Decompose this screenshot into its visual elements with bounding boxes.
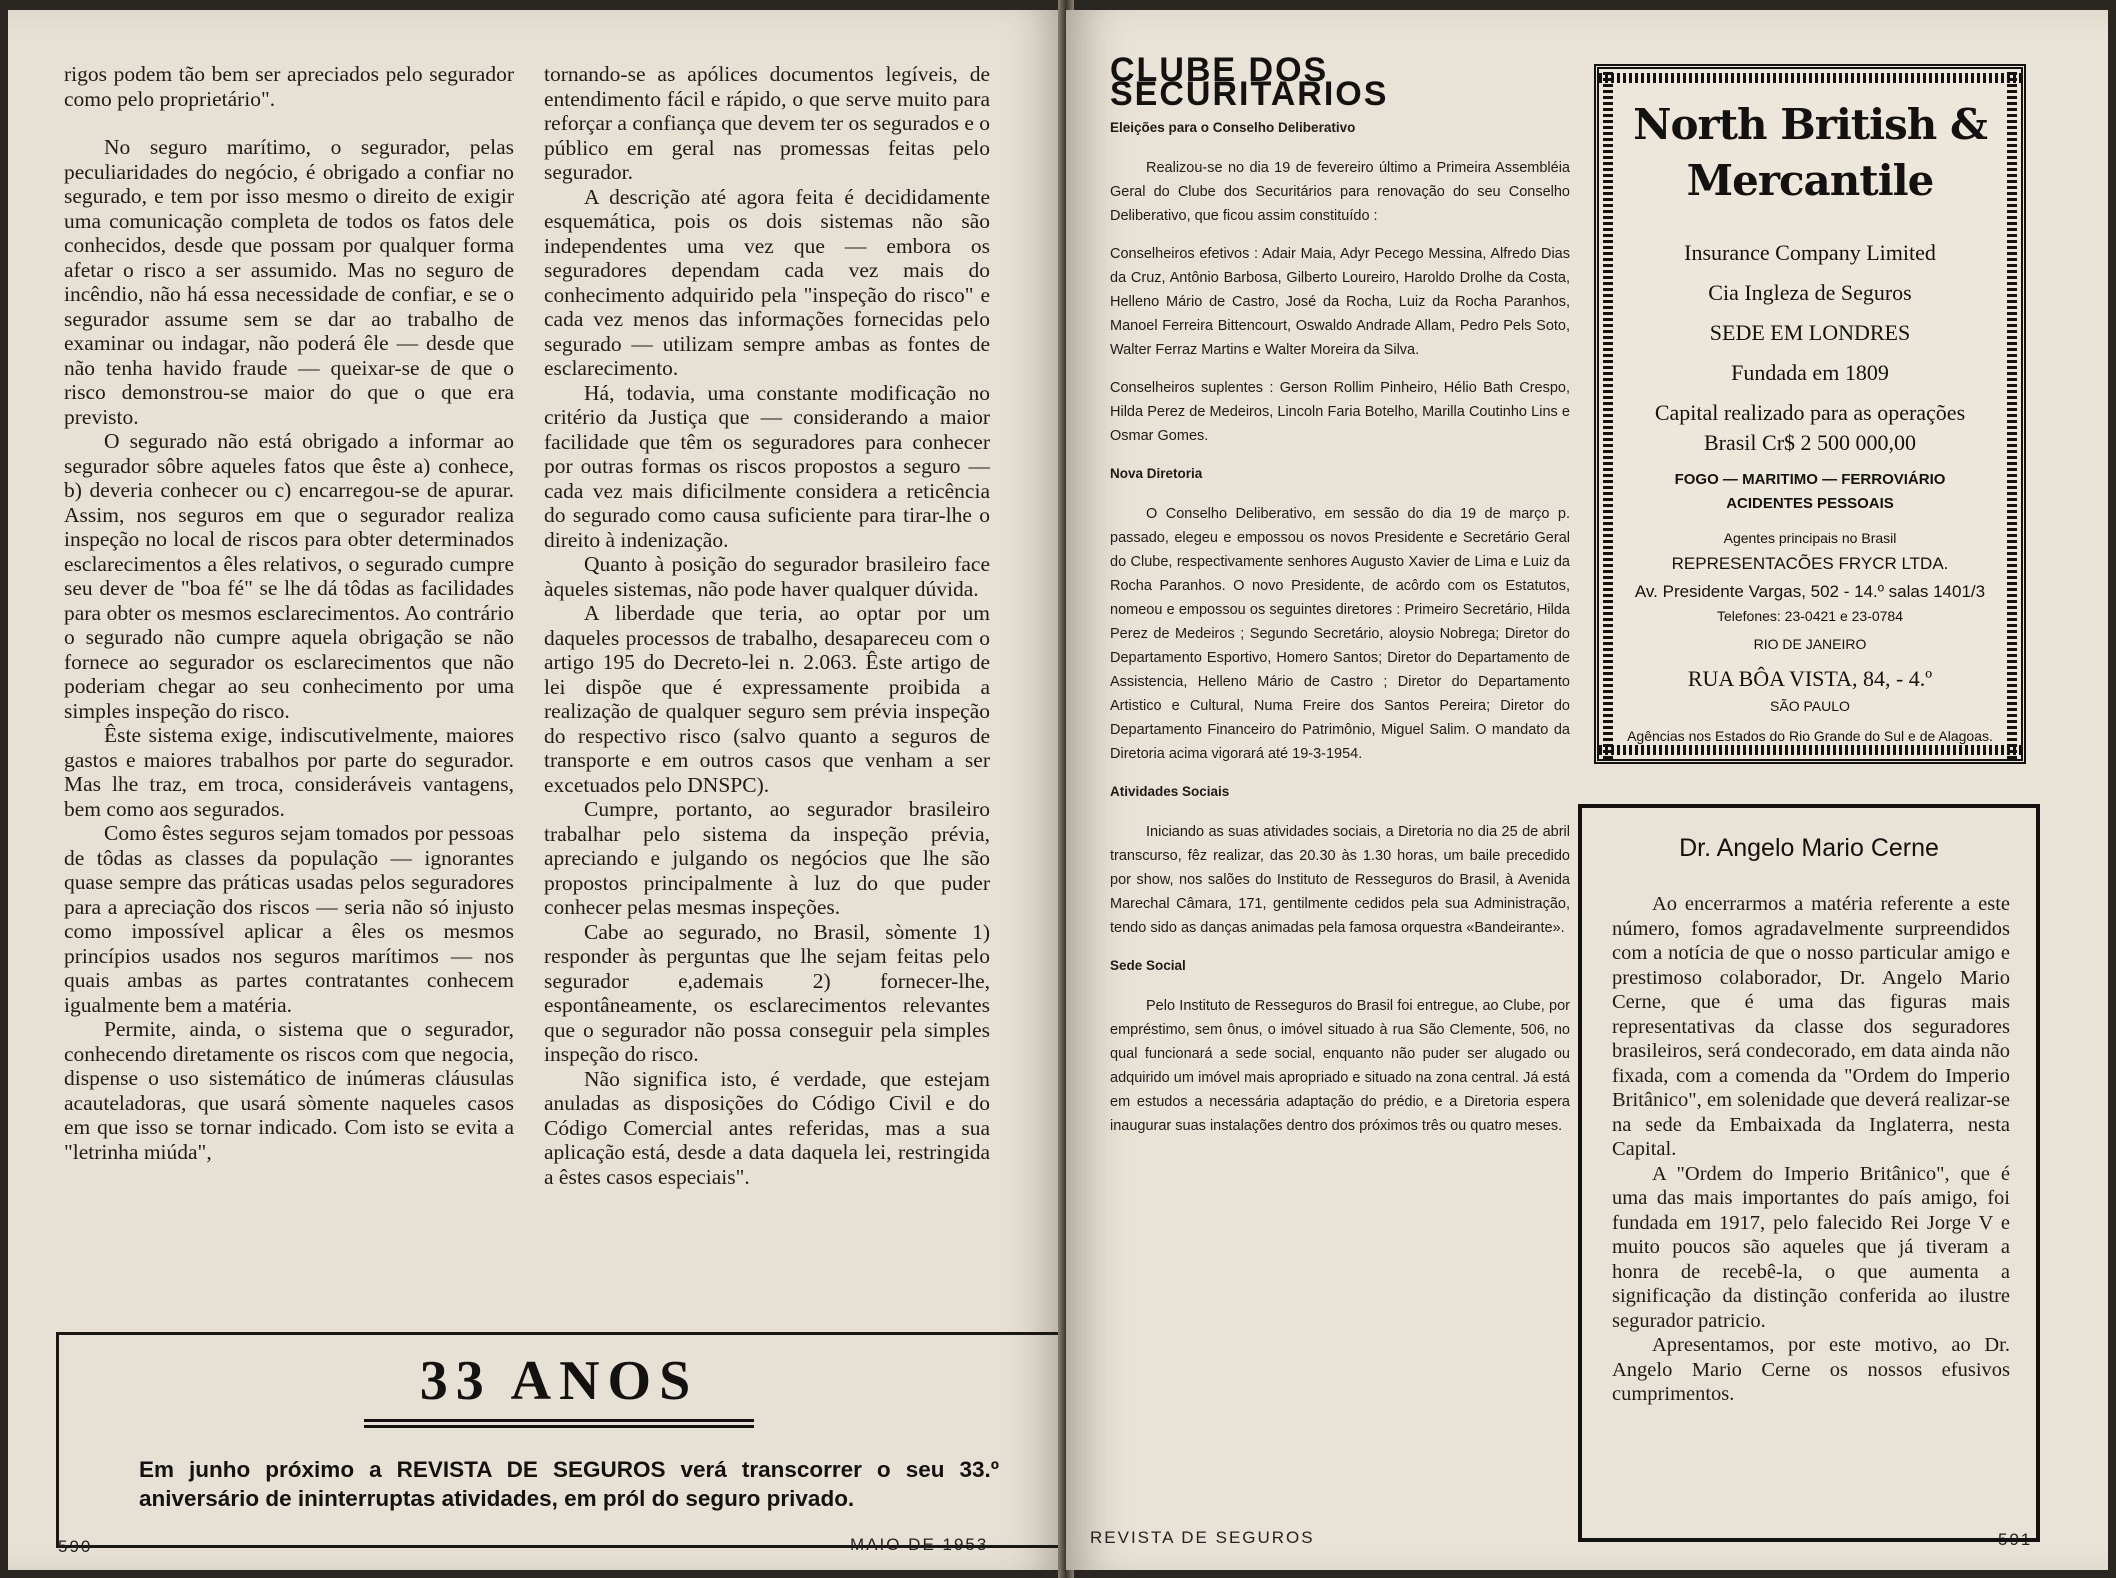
ad-line: Brasil Cr$ 2 500 000,00: [1703, 430, 1917, 455]
ad-line: FOGO — MARITIMO — FERROVIÁRIO: [1674, 471, 1946, 488]
paragraph: A liberdade que teria, ao optar por um daqueles processos de trabalho, desapareceu com o artigo 195 do Decreto-lei n. 2.063. Êste artigo de lei dispõe que é expressamente proibida a realização de qualquer seguro sem prévia inspeção do respectivo risco (salvo quanto a seguros de transporte e em outros casos que venham a ser excetuados pelo DNSPC).: [544, 601, 990, 797]
ad-line: Telefones: 23-0421 e 23-0784: [1716, 608, 1904, 624]
ad-line: Agentes principais no Brasil: [1723, 530, 1897, 546]
ad-content: [1621, 97, 1999, 744]
paragraph: Permite, ainda, o sistema que o segurador, conhecendo diretamente os riscos com que negocia, dispense o uso sistemático de inúmeras cláusulas acauteladoras, que usará sòmente naqueles casos em que isso se tornar indicado. Com isto se evita a "letrinha miúda",: [64, 1017, 514, 1164]
left-column-2: [544, 62, 990, 1189]
paragraph: A "Ordem do Imperio Britânico", que é uma das mais importantes do país amigo, foi fundada em 1917, pelo falecido Rei Jorge V e muito poucos são aqueles que já tiveram a honra de recebê-la, o que aumenta a significação da distinção conferida ao ilustre segurador patricio.: [1612, 1162, 2010, 1332]
ad-line: Fundada em 1809: [1731, 360, 1889, 385]
ad-border-top: [1599, 73, 2021, 83]
ad-line: SÃO PAULO: [1770, 698, 1850, 714]
insurance-advertisement: [1594, 64, 2026, 764]
ad-line: Av. Presidente Vargas, 502 - 14.º salas 1401/3: [1634, 582, 1986, 601]
page-number: 590: [58, 1537, 93, 1556]
paragraph: Quanto à posição do segurador brasileiro face àqueles sistemas, não pode haver qualquer dúvida.: [544, 552, 990, 601]
ad-line: Capital realizado para as operações: [1654, 400, 1966, 425]
paragraph: Conselheiros efetivos : Adair Maia, Adyr Pecego Messina, Alfredo Dias da Cruz, Antônio Barbosa, Gilberto Loureiro, Haroldo Drolhe da Costa, Helleno Mário de Castro, José da Rocha, Luiz da Rocha Paranhos, Manoel Ferreira Bittencourt, Oswaldo Andrade Allam, Pedro Pels Soto, Walter Ferraz Martins e Walter Moreira da Silva.: [1110, 246, 1570, 358]
anniversary-text: Em junho próximo a REVISTA DE SEGUROS verá transcorrer o seu 33.º aniversário de ininterruptas atividades, em pról do seguro privado.: [139, 1457, 999, 1511]
paragraph: Como êstes seguros sejam tomados por pessoas de tôdas as classes da população — ignorantes quase sempre das práticas usadas pelos seguradores para a apreciação dos riscos — seria não só injusto como impossível aplicar a êles os mesmos princípios usados nos seguros marítimos — nos quais ambas as partes contratantes conhecem igualmente bem a matéria.: [64, 821, 514, 1017]
paragraph: Cabe ao segurado, no Brasil, sòmente 1) responder às perguntas que lhe sejam feitas pelo segurador e,ademais 2) fornecer-lhe, espontâneamente, os esclarecimentos relevantes que o segurador não possa conseguir pela simples inspeção do risco.: [544, 919, 990, 1066]
section-heading: Atividades Sociais: [1110, 784, 1230, 799]
paragraph: Ao encerrarmos a matéria referente a este número, fomos agradavelmente surpreendidos com a notícia de que o nosso particular amigo e prestimoso colaborador, Dr. Angelo Mario Cerne, que é uma das figuras mais representativas da classe dos seguradores brasileiros, será condecorado, em data ainda não fixada, com a comenda da "Ordem do Imperio Britânico", em solenidade que deverá realizar-se na sede da Embaixada da Inglaterra, nesta Capital.: [1612, 893, 2010, 1160]
paragraph: A descrição até agora feita é decididamente esquemática, pois os dois sistemas não são independentes uma vez que — embora os seguradores dependam cada vez mais do conhecimento adquirido pela "inspeção do risco" e cada vez menos das informações fornecidas pelo segurado — utilizam sempre ambas as fontes de esclarecimento.: [544, 184, 990, 380]
ad-line: Insurance Company Limited: [1684, 240, 1936, 265]
ad-line: SEDE EM LONDRES: [1709, 320, 1911, 345]
club-article: [1110, 51, 1570, 1152]
anniversary-title: 33 ANOS: [419, 1350, 699, 1412]
anniversary-box: [56, 1332, 1062, 1548]
paragraph: No seguro marítimo, o segurador, pelas peculiaridades do negócio, é obrigado a confiar no segurado, e tem por isso mesmo o direito de exigir uma comunicação completa de todos os fatos dele conhecidos, desde que possam por qualquer forma afetar o risco a ser assumido. Mas no seguro de incêndio, não há essa necessidade de confiar, e se o segurador assume sem se dar ao trabalho de examinar ou indagar, não poderá êle — desde que não tenha havido fraude — queixar-se de que o risco demonstrou-se maior do que o que era previsto.: [64, 135, 514, 429]
paragraph: Apresentamos, por este motivo, ao Dr. Angelo Mario Cerne os nossos efusivos cumprimentos.: [1612, 1334, 2010, 1405]
cerne-notice-box: [1578, 804, 2040, 1542]
ad-line: ACIDENTES PESSOAIS: [1726, 495, 1894, 512]
company-name: North British & Mercantile: [1633, 100, 1987, 205]
magazine-name: REVISTA DE SEGUROS: [1090, 1528, 1315, 1547]
page-number: 591: [1998, 1530, 2033, 1549]
paragraph: Iniciando as suas atividades sociais, a Diretoria no dia 25 de abril transcurso, fêz realizar, das 20.30 às 1.30 horas, um baile precedido por show, nos salões do Instituto de Resseguros do Brasil, à Avenida Marechal Câmara, 171, gentilmente cedidos pela sua Administração, tendo sido as danças animadas pela famosa orquestra «Bandeirante».: [1110, 824, 1570, 936]
ad-line: RUA BÔA VISTA, 84, - 4.º: [1687, 666, 1933, 691]
paragraph: tornando-se as apólices documentos legíveis, de entendimento fácil e rápido, o que serve muito para reforçar a confiança que devem ter os segurados e o público em geral nas promessas feitas pelo segurador.: [544, 62, 990, 184]
paragraph: Realizou-se no dia 19 de fevereiro último a Primeira Assembléia Geral do Clube dos Securitários para renovação do seu Conselho Deliberativo, que ficou assim constituído :: [1110, 160, 1570, 224]
paragraph: Conselheiros suplentes : Gerson Rollim Pinheiro, Hélio Bath Crespo, Hilda Perez de Medeiros, Lincoln Faria Botelho, Marilla Coutinho Lins e Osmar Gomes.: [1110, 380, 1570, 444]
ad-line: REPRESENTACÕES FRYCR LTDA.: [1671, 554, 1949, 573]
paragraph: Pelo Instituto de Resseguros do Brasil foi entregue, ao Clube, por empréstimo, sem ônus, o imóvel situado à rua São Clemente, 506, no qual funcionará a sede social, enquanto não puder ser alugado ou adquirido um imóvel mais apropriado e situado na zona central. Já está em estudos a necessária adaptação do prédio, e a Diretoria espera inaugurar suas instalações dentro dos próximos três ou quatro meses.: [1110, 998, 1570, 1134]
notice-text: [1612, 892, 2010, 1407]
notice-title: Dr. Angelo Mario Cerne: [1679, 834, 1939, 862]
paragraph: Êste sistema exige, indiscutivelmente, maiores gastos e maiores trabalhos por parte do segurador. Mas lhe traz, em troca, consideráveis vantagens, bem como aos segurados.: [64, 723, 514, 821]
section-heading: Sede Social: [1110, 958, 1186, 973]
paragraph: Há, todavia, uma constante modificação no critério da Justiça que — considerando a maior facilidade que têm os seguradores para conhecer por outras formas os riscos propostos a seguro — cada vez mais dificilmente considera a reticência do segurado como causa suficiente para tirar-lhe o direito à indenização.: [544, 380, 990, 552]
article-subtitle: Eleições para o Conselho Deliberativo: [1110, 120, 1356, 135]
ad-border-left: [1603, 69, 1613, 759]
left-column-1: [64, 62, 514, 1164]
title-rule: [364, 1419, 754, 1422]
ad-border-right: [2007, 69, 2017, 759]
paragraph: Não significa isto, é verdade, que estejam anuladas as disposições do Código Civil e do Código Comercial antes referidas, mas a sua aplicação está, desde a data daquela lei, restringida a êstes casos especiais".: [544, 1066, 990, 1189]
paragraph: O Conselho Deliberativo, em sessão do dia 19 de março p. passado, elegeu e empossou os novos Presidente e Secretário Geral do Clube, respectivamente senhores Augusto Xavier de Lima e Luiz da Rocha Paranhos. O novo Presidente, de acôrdo com os Estatutos, nomeou e empossou os seguintes diretores : Primeiro Secretário, Hilda Perez de Medeiros ; Segundo Secretário, aloysio Nobrega; Diretor do Departamento Esportivo, Homero Santos; Diretor do Departamento de Assistencia, Helleno Mário de Castro ; Diretor do Departamento Artistico e Cultural, Numa Freire dos Santos Pereira; Diretor do Departamento Financeiro do Patrimônio, Miguel Salim. O mandato da Diretoria acima vigorará até 19-3-1954.: [1110, 506, 1570, 762]
paragraph: rigos podem tão bem ser apreciados pelo segurador como pelo proprietário".: [64, 62, 514, 111]
paragraph: O segurado não está obrigado a informar ao segurador sôbre aqueles fatos que êste a) conhece, b) deveria conhecer ou c) encarregou-se de apurar. Assim, nos seguros em que o segurador realiza inspeção no local de riscos para obter determinados esclarecimentos a êles relativos, o segurado cumpre seu dever de "boa fé" se lhe dá tôdas as facilidades para obter os mesmos esclarecimentos. Ao contrário o segurado não cumpre aquela obrigação se não fornece ao segurador os esclarecimentos que não poderiam chegar ao seu conhecimento por uma simples inspeção do risco.: [64, 429, 514, 723]
title-rule: [364, 1425, 754, 1428]
article-title: CLUBE DOS SECURITARIOS: [1110, 51, 1389, 113]
issue-date: MAIO DE 1953: [850, 1535, 989, 1554]
ad-line: Agências nos Estados do Rio Grande do Sul e de Alagoas.: [1627, 728, 1993, 744]
left-page: [8, 10, 1066, 1570]
ad-line: RIO DE JANEIRO: [1753, 636, 1867, 652]
ad-line: Cia Ingleza de Seguros: [1708, 280, 1912, 305]
paragraph: Cumpre, portanto, ao segurador brasileiro trabalhar pelo sistema da inspeção prévia, apreciando e julgando os negócios que lhe são propostos principalmente à luz do que puder conhecer pelas mesmas inspeções.: [544, 797, 990, 919]
section-heading: Nova Diretoria: [1110, 466, 1203, 481]
